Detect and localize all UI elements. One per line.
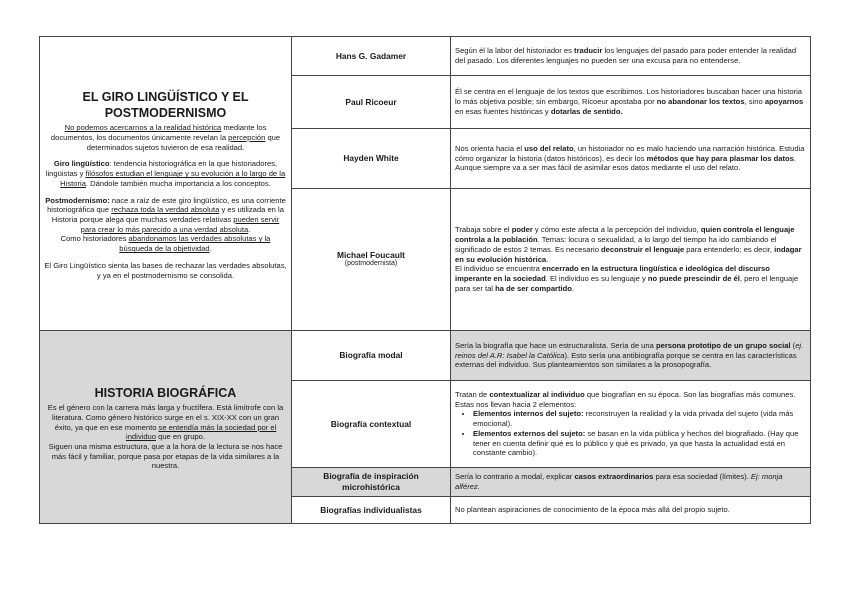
postmodernismo-paragraph: Postmodernismo: nace a raíz de este giro lingüístico, es una corriente historiográfica que rechaza toda la verdad absoluta y es utilizada en la Historia porque alega que muchas verdades relativas pueden servir para crear lo más parecido a una verdad absoluta. Como historiadores abandonamos las verdades absolutas y la búsqueda de la objetividad. (45, 195, 286, 254)
author-desc-foucault: Trabaja sobre el poder y cómo este afecta a la percepción del individuo, quien controla el lenguaje controla a la población. Temas: locura o sexualidad, a lo largo del tiempo ha ido cambiando el significado de estos 2 temas. Es necesario deconstruir el lenguaje para entenderlo; es decir, indagar en su evolución histórica. El individuo se encuentra encerrado en la estructura lingüística e ideológica del discurso imperante en la sociedad. El individuo es su lenguaje y no puede prescindir de él, pero el lenguaje para ser tal ha de ser compartido. (451, 189, 811, 331)
giro-conclusion-paragraph: El Giro Lingüístico sienta las bases de rechazar las verdades absolutas, y ya en el postmodernismo se consolida. (44, 260, 287, 280)
bio-name-contextual: Biografía contextual (292, 381, 451, 468)
bio-desc-individualistas: No plantean aspiraciones de conocimiento de la época más allá del propio sujeto. (451, 497, 811, 524)
giro-section (40, 37, 292, 331)
bio-row-modal (40, 331, 811, 381)
author-name-white: Hayden White (292, 129, 451, 189)
foucault-subtitle: (postmodernista) (344, 260, 398, 268)
giro-intro-paragraph: No podemos acercarnos a la realidad histórica mediante los documentos, los documentos únicamente revelan la percepción que determinados sujetos tuvieron de esa realidad. (50, 123, 281, 152)
historia-structure-paragraph: Siguen una misma estructura, que a la hora de la lectura se nos hace más fácil y familiar, porque pasa por etapas de la vida similares a la nuestra. (48, 441, 283, 471)
bio-desc-modal: Sería la biografía que hace un estructuralista. Sería de una persona prototipo de un grupo social (ej. reinos del A.R: Isabel la Católica). Esto sería una antibiografía porque se centra en las características externas del individuo. Sus planteamientos son similares a la prosopografía. (451, 331, 811, 381)
bio-name-microhistorica: Biografía de inspiración microhistórica (292, 468, 451, 497)
author-row-gadamer (40, 37, 811, 76)
author-desc-ricoeur: Él se centra en el lenguaje de los textos que escribimos. Los historiadores buscaban hacer una historia lo más objetiva posible; sin embargo, Ricoeur apostaba por no abandonar los textos, sino apoyarnos en esas fuentes históricas y dotarlas de sentido. (451, 76, 811, 129)
list-item: • Elementos externos del sujeto: se basan en la vida pública y hechos del biografiado. (Hay que tener en cuenta definir qué es lo público y qué es privado, ya que hasta la actualidad está en constante cambio). (473, 429, 806, 458)
author-name-foucault (292, 189, 451, 331)
bio-desc-microhistorica: Sería lo contrario a modal, explicar casos extraordinarios para esa sociedad (límites). Ej: monja alférez. (451, 468, 811, 497)
historia-intro-paragraph: Es el género con la carrera más larga y fructífera. Está limítrofe con la literatura. Como género histórico surge en el s. XIX-XX con un gran éxito, ya que en ese momento se entendía más la sociedad por el individuo que en grupo. (47, 403, 284, 442)
list-item: • Elementos internos del sujeto: reconstruyen la realidad y la vida privada del sujeto (vida más emocional). (473, 409, 806, 428)
author-desc-gadamer: Según él la labor del historiador es traducir los lenguajes del pasado para poder entender la realidad del pasado. Los diferentes lenguajes no pueden ser una excusa para no entenderse. (451, 37, 811, 76)
giro-definition-paragraph: Giro lingüístico: tendencia historiográfica en la que historiadores, lingüistas y filósofos estudian el lenguaje y su evolución a lo largo de la Historia. Dándole también mucha importancia a los conceptos. (45, 159, 286, 188)
historia-section (40, 331, 292, 524)
giro-title: EL GIRO LINGÜÍSTICO Y EL POSTMODERNISMO (82, 89, 249, 120)
foucault-name: Michael Foucault (337, 249, 405, 260)
author-desc-white: Nos orienta hacia el uso del relato, un historiador no es malo haciendo una narración histórica. Estudia cómo organizar la historia (datos históricos), es decir los métodos que hay para plasmar los datos. Aunque siempre va a ser mas fácil de asimilar esos datos mediante el uso del relato. (451, 129, 811, 189)
summary-table (39, 36, 811, 524)
bio-desc-contextual: Tratan de contextualizar al individuo que biografían en su época. Son las biografías más comunes. Estas nos llevan hacia 2 elementos: • Elementos internos del sujeto: reconstruyen la realidad y la vida privada del sujeto (vida más emocional). • Elementos externos del sujeto: se basan en la vida pública y hechos del biografiado. (Hay que tener en cuenta definir qué es lo público y qué es privado, ya que hasta la actualidad está en constante cambio). (451, 381, 811, 468)
author-name-gadamer: Hans G. Gadamer (292, 37, 451, 76)
bio-name-individualistas: Biografías individualistas (292, 497, 451, 524)
bio-name-modal: Biografía modal (292, 331, 451, 381)
author-name-ricoeur: Paul Ricoeur (292, 76, 451, 129)
historia-title: HISTORIA BIOGRÁFICA (94, 385, 237, 400)
bio-elements-list (455, 409, 806, 458)
